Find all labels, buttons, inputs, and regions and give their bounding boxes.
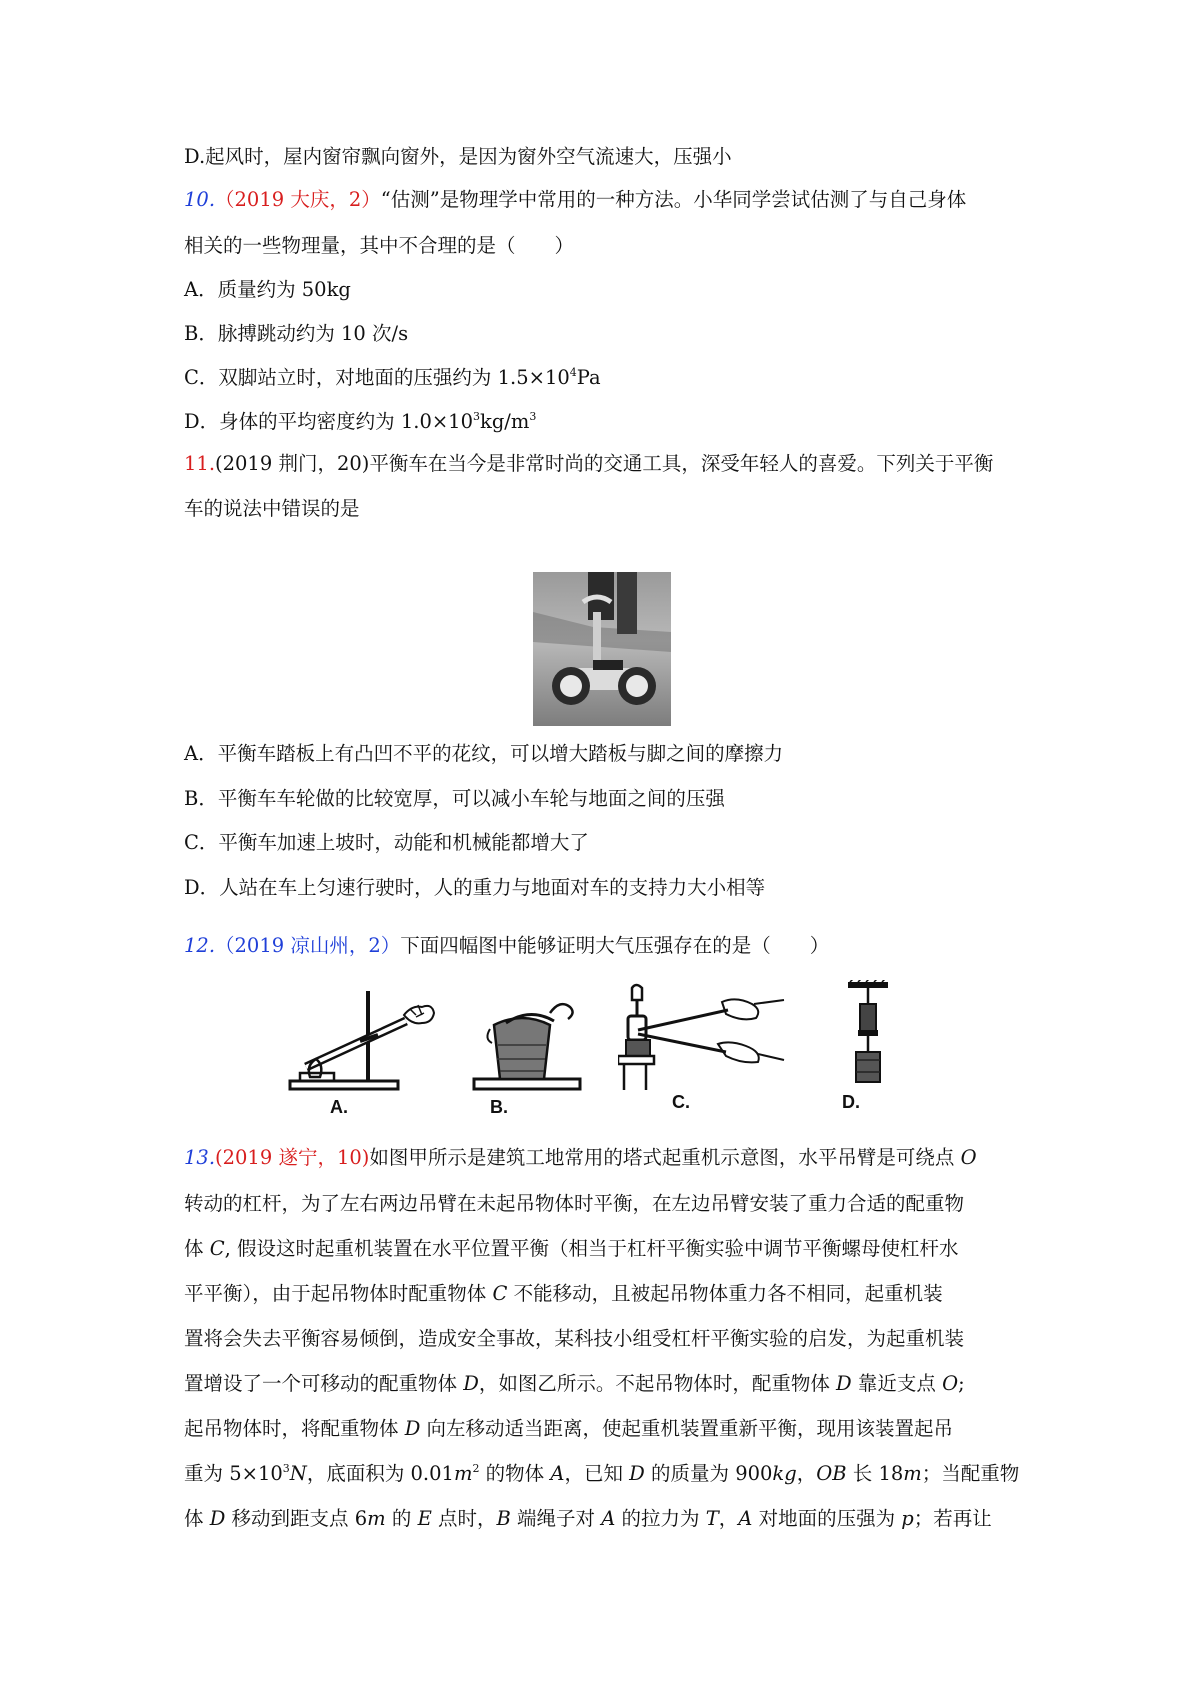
figure-d-caption: D. — [842, 1092, 860, 1112]
q13-line9-e: 端绳子对 — [510, 1507, 602, 1530]
q12-number: 12. — [184, 934, 216, 957]
q13-var-a2: A — [601, 1507, 616, 1530]
q13-var-o: O — [960, 1146, 977, 1169]
q13-line9-a: 体 — [184, 1507, 210, 1530]
q13-line9-d: 点时， — [431, 1507, 497, 1530]
q13-line9-f: 的拉力为 — [615, 1507, 706, 1530]
q13-line7-b: 向左移动适当距离，使起重机装置重新平衡，现用该装置起吊 — [420, 1417, 954, 1440]
q13-var-d2: D — [836, 1372, 852, 1395]
q13-line4 — [184, 1280, 943, 1308]
q13-var-d4: D — [629, 1462, 645, 1485]
q13-line8-d: ，已知 — [564, 1462, 630, 1485]
q10-option-d-exp1: 3 — [473, 410, 480, 423]
q10-option-d-text: D．身体的平均密度约为 1.0×10 — [184, 410, 473, 433]
q10-option-d-unit: kg/m — [480, 410, 530, 433]
figure-a-caption: A. — [330, 1097, 348, 1117]
q13-number: 13. — [184, 1146, 216, 1169]
q13-line8-c: 的物体 — [479, 1462, 551, 1485]
q13-unit-m2: m — [903, 1462, 922, 1485]
q11-stem-text1: (2019 荆门，20)平衡车在当今是非常时尚的交通工具，深受年轻人的喜爱。下列关于平衡 — [215, 452, 994, 475]
prev-option-d: D.起风时，屋内窗帘飘向窗外，是因为窗外空气流速大，压强小 — [184, 145, 732, 168]
q13-line8-exp: 3 — [282, 1462, 290, 1475]
q10-option-d — [184, 408, 536, 436]
q13-var-o2: O — [942, 1372, 959, 1395]
q13-line5: 置将会失去平衡容易倾倒，造成安全事故，某科技小组受杠杆平衡实验的启发，为起重机装 — [184, 1327, 965, 1350]
q10-option-c — [184, 364, 601, 392]
q13-var-t: T — [705, 1507, 719, 1530]
q13-unit-n: N — [289, 1462, 307, 1485]
q10-option-c-text: C．双脚站立时，对地面的压强约为 1.5×10 — [184, 366, 570, 389]
q13-line8-h: ；当配重物 — [921, 1462, 1020, 1485]
q13-line9-h: 对地面的压强为 — [752, 1507, 902, 1530]
figure-c — [618, 982, 788, 1125]
q13-line9-i: ；若再让 — [913, 1507, 992, 1530]
q13-unit-kg: kg — [772, 1462, 797, 1485]
q13-line6-d: ; — [958, 1372, 965, 1395]
q13-line6-a: 置增设了一个可移动的配重物体 — [184, 1372, 464, 1395]
q10-option-a: A．质量约为 50kg — [184, 278, 351, 301]
figure-c-drawing — [618, 982, 788, 1094]
q13-line9-g: ， — [718, 1507, 739, 1530]
q13-line8-e: 的质量为 900 — [644, 1462, 773, 1485]
q13-line3-b: , 假设这时起重机装置在水平位置平衡（相当于杠杆平衡实验中调节平衡螺母使杠杆水 — [224, 1237, 959, 1260]
q13-line8-g: 长 18 — [846, 1462, 904, 1485]
q11-stem-line2: 车的说法中错误的是 — [184, 497, 360, 520]
q13-var-c: C — [209, 1237, 225, 1260]
q11-stem-line1 — [184, 450, 993, 478]
q13-var-d: D — [463, 1372, 479, 1395]
q11-option-a: A．平衡车踏板上有凸凹不平的花纹，可以增大踏板与脚之间的摩擦力 — [184, 742, 784, 765]
figure-a — [286, 985, 436, 1125]
q11-option-c: C．平衡车加速上坡时，动能和机械能都增大了 — [184, 831, 589, 854]
q13-line7-a: 起吊物体时，将配重物体 — [184, 1417, 405, 1440]
q13-var-d5: D — [209, 1507, 226, 1530]
q10-option-d-exp2: 3 — [529, 410, 537, 423]
q13-line1-text: 如图甲所示是建筑工地常用的塔式起重机示意图，水平吊臂是可绕点 — [369, 1146, 961, 1169]
figure-d-drawing — [838, 980, 908, 1094]
figure-b — [470, 985, 600, 1125]
q13-line3 — [184, 1235, 959, 1263]
q13-line2: 转动的杠杆，为了左右两边吊臂在未起吊物体时平衡，在左边吊臂安装了重力合适的配重物 — [184, 1192, 965, 1215]
q10-number: 10. — [184, 188, 216, 211]
q13-line1 — [184, 1144, 977, 1172]
figure-c-caption: C. — [672, 1092, 690, 1112]
q13-line9-b: 移动到距支点 6 — [225, 1507, 368, 1530]
q13-line8-b: ，底面积为 0.01 — [306, 1462, 454, 1485]
q13-var-c2: C — [492, 1282, 508, 1305]
balance-scooter-image — [533, 572, 671, 726]
q12-stem — [184, 932, 829, 960]
figure-d — [838, 980, 908, 1125]
q13-line7 — [184, 1415, 953, 1443]
figure-a-drawing — [286, 985, 436, 1093]
q13-source: (2019 遂宁，10) — [215, 1146, 370, 1169]
q11-option-d: D．人站在车上匀速行驶时，人的重力与地面对车的支持力大小相等 — [184, 876, 766, 899]
q13-var-a: A — [550, 1462, 565, 1485]
q13-var-b: B — [496, 1507, 511, 1530]
q12-source: （2019 凉山州，2） — [215, 934, 401, 957]
q13-var-a3: A — [738, 1507, 753, 1530]
q13-var-p: p — [901, 1507, 914, 1530]
q13-line8-a: 重为 5×10 — [184, 1462, 283, 1485]
q13-var-e: E — [417, 1507, 432, 1530]
figure-b-caption: B. — [490, 1097, 508, 1117]
q13-line8-f: ， — [796, 1462, 817, 1485]
q10-source: （2019 大庆，2） — [215, 188, 381, 211]
q13-line3-a: 体 — [184, 1237, 210, 1260]
q10-stem-text1: “估测”是物理学中常用的一种方法。小华同学尝试估测了与自己身体 — [380, 188, 967, 211]
q13-line6-b: ，如图乙所示。不起吊物体时，配重物体 — [478, 1372, 837, 1395]
q10-stem-line1 — [184, 186, 966, 214]
q13-var-d3: D — [404, 1417, 421, 1440]
q10-option-b: B．脉搏跳动约为 10 次/s — [184, 322, 409, 345]
q13-line4-b: 不能移动，且被起吊物体重力各不相同，起重机装 — [507, 1282, 943, 1305]
q13-unit-m: m — [453, 1462, 473, 1485]
balance-scooter-photo — [533, 572, 671, 726]
q13-line6 — [184, 1370, 965, 1398]
q13-line4-a: 平平衡），由于起吊物体时配重物体 — [184, 1282, 493, 1305]
q11-number: 11. — [184, 452, 216, 475]
q12-stem-text: 下面四幅图中能够证明大气压强存在的是（ ） — [400, 934, 830, 957]
q13-line9-c: 的 — [385, 1507, 418, 1530]
q10-option-c-exp: 4 — [569, 366, 577, 379]
q13-unit-m3: m — [367, 1507, 386, 1530]
q13-var-ob: OB — [816, 1462, 847, 1485]
q13-line8 — [184, 1460, 1019, 1488]
q10-stem-line2: 相关的一些物理量，其中不合理的是（ ） — [184, 234, 575, 257]
q13-line6-c: 靠近支点 — [851, 1372, 943, 1395]
q13-line9 — [184, 1505, 992, 1533]
q10-option-c-unit: Pa — [576, 366, 601, 389]
figure-b-drawing — [470, 985, 600, 1093]
q11-option-b: B．平衡车车轮做的比较宽厚，可以减小车轮与地面之间的压强 — [184, 787, 725, 810]
q13-line8-exp2: 2 — [472, 1462, 480, 1475]
